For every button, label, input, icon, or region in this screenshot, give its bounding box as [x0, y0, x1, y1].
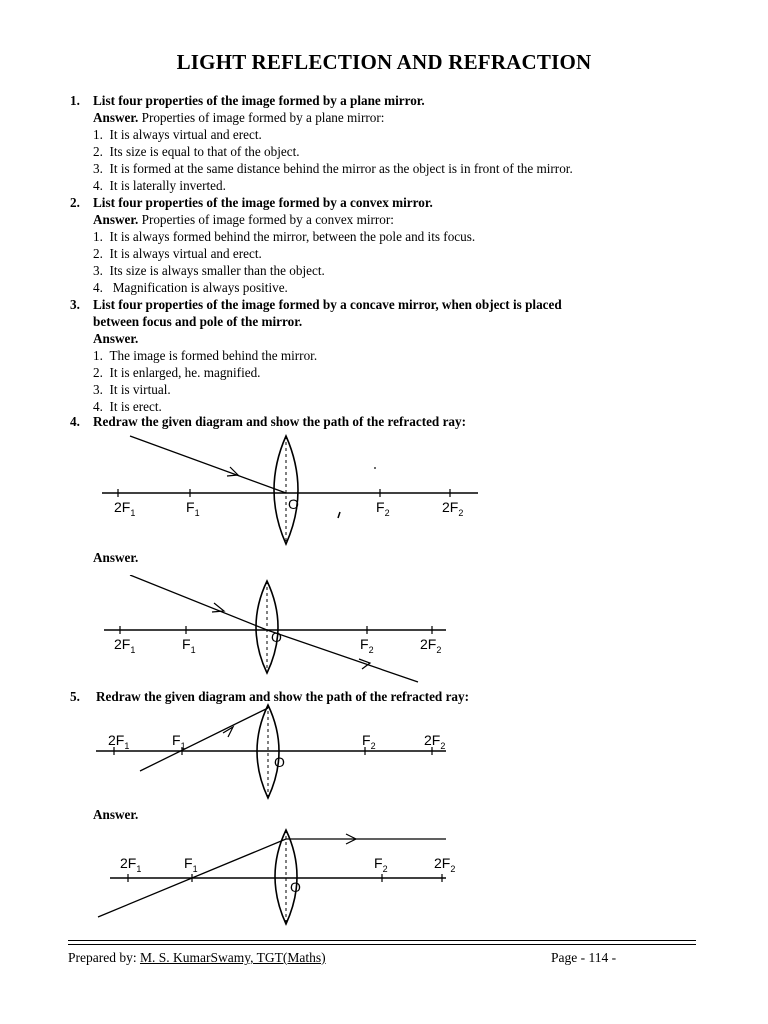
- ray-arrow: [223, 727, 233, 737]
- q3-item-1: 1. The image is formed behind the mirror.: [93, 348, 318, 363]
- q3-item-4: 4. It is erect.: [93, 399, 162, 414]
- refracted-ray: [267, 630, 418, 682]
- label-o: O: [288, 496, 299, 512]
- label-2f1: $2F_1$: [108, 732, 130, 751]
- q3-question-line2: between focus and pole of the mirror.: [93, 314, 303, 329]
- q4-answer-diagram: [90, 575, 490, 690]
- q5-question: Redraw the given diagram and show the path of the refracted ray:: [96, 689, 469, 704]
- label-2f2: $2F_2$: [420, 636, 442, 655]
- q3-item-2: 2. It is enlarged, he. magnified.: [93, 365, 261, 380]
- q5-number: 5.: [70, 689, 80, 704]
- label-f2: $F_2$: [362, 732, 376, 751]
- answer-label: Answer.: [93, 110, 139, 125]
- answer-label: Answer.: [93, 212, 139, 227]
- q2-number: 2.: [70, 195, 80, 210]
- incident-ray: [140, 708, 268, 771]
- footer-credit: [68, 949, 326, 966]
- label-f2: $F_2$: [360, 636, 374, 655]
- q4-answer-label: Answer.: [93, 550, 139, 565]
- footer-prefix: Prepared by:: [68, 950, 140, 965]
- footer-rule: [68, 944, 696, 945]
- label-f1: $F_1$: [186, 499, 200, 518]
- label-2f2: $2F_2$: [434, 855, 456, 874]
- q2-item-3: 3. Its size is always smaller than the object.: [93, 263, 325, 278]
- q2-item-1: 1. It is always formed behind the mirror, between the pole and its focus.: [93, 229, 476, 244]
- q1-item-2: 2. Its size is equal to that of the object.: [93, 144, 300, 159]
- q2-item-2: 2. It is always virtual and erect.: [93, 246, 262, 261]
- label-f2: $F_2$: [374, 855, 388, 874]
- q4-number: 4.: [70, 414, 80, 429]
- q3-question-line1: List four properties of the image formed by a concave mirror, when object is placed: [93, 297, 562, 312]
- q1-intro: Properties of image formed by a plane mirror:: [141, 110, 385, 125]
- q2-item-4: 4. Magnification is always positive.: [93, 280, 288, 295]
- label-2f1: $2F_1$: [114, 499, 136, 518]
- speck: [374, 467, 376, 469]
- label-f1: $F_1$: [184, 855, 198, 874]
- label-f1: $F_1$: [172, 732, 186, 751]
- footer-author: M. S. KumarSwamy, TGT(Maths): [139, 950, 326, 965]
- label-2f1: $2F_1$: [114, 636, 136, 655]
- q1-item-3: 3. It is formed at the same distance behind the mirror as the object is in front of the mirror.: [93, 161, 573, 176]
- label-f1: $F_1$: [182, 636, 196, 655]
- label-o: O: [271, 629, 282, 645]
- q1-item-1: 1. It is always virtual and erect.: [93, 127, 262, 142]
- q5-answer-diagram: [90, 826, 490, 931]
- label-2f2: $2F_2$: [442, 499, 464, 518]
- q3-answer-label: Answer.: [93, 331, 139, 346]
- q5-diagram: [90, 700, 470, 805]
- label-o: O: [290, 879, 301, 895]
- q3-number: 3.: [70, 297, 80, 312]
- q3-item-3: 3. It is virtual.: [93, 382, 171, 397]
- q2-answer: [93, 211, 394, 228]
- incident-ray: [130, 575, 267, 630]
- label-f2: $F_2$: [376, 499, 390, 518]
- q1-answer: [93, 109, 384, 126]
- label-o: O: [274, 754, 285, 770]
- q4-diagram: [90, 430, 490, 550]
- speck: [338, 512, 340, 518]
- label-2f2: $2F_2$: [424, 732, 446, 751]
- q4-question: Redraw the given diagram and show the path of the refracted ray:: [93, 414, 466, 429]
- q1-question: List four properties of the image formed by a plane mirror.: [93, 93, 425, 108]
- q1-number: 1.: [70, 93, 80, 108]
- label-2f1: $2F_1$: [120, 855, 142, 874]
- q2-question: List four properties of the image formed by a convex mirror.: [93, 195, 433, 210]
- footer-rule: [68, 940, 696, 941]
- page-title: LIGHT REFLECTION AND REFRACTION: [176, 50, 592, 74]
- q2-intro: Properties of image formed by a convex mirror:: [141, 212, 394, 227]
- q5-answer-label: Answer.: [93, 807, 139, 822]
- q1-item-4: 4. It is laterally inverted.: [93, 178, 226, 193]
- incident-ray: [130, 436, 286, 493]
- page-number: Page - 114 -: [551, 950, 617, 965]
